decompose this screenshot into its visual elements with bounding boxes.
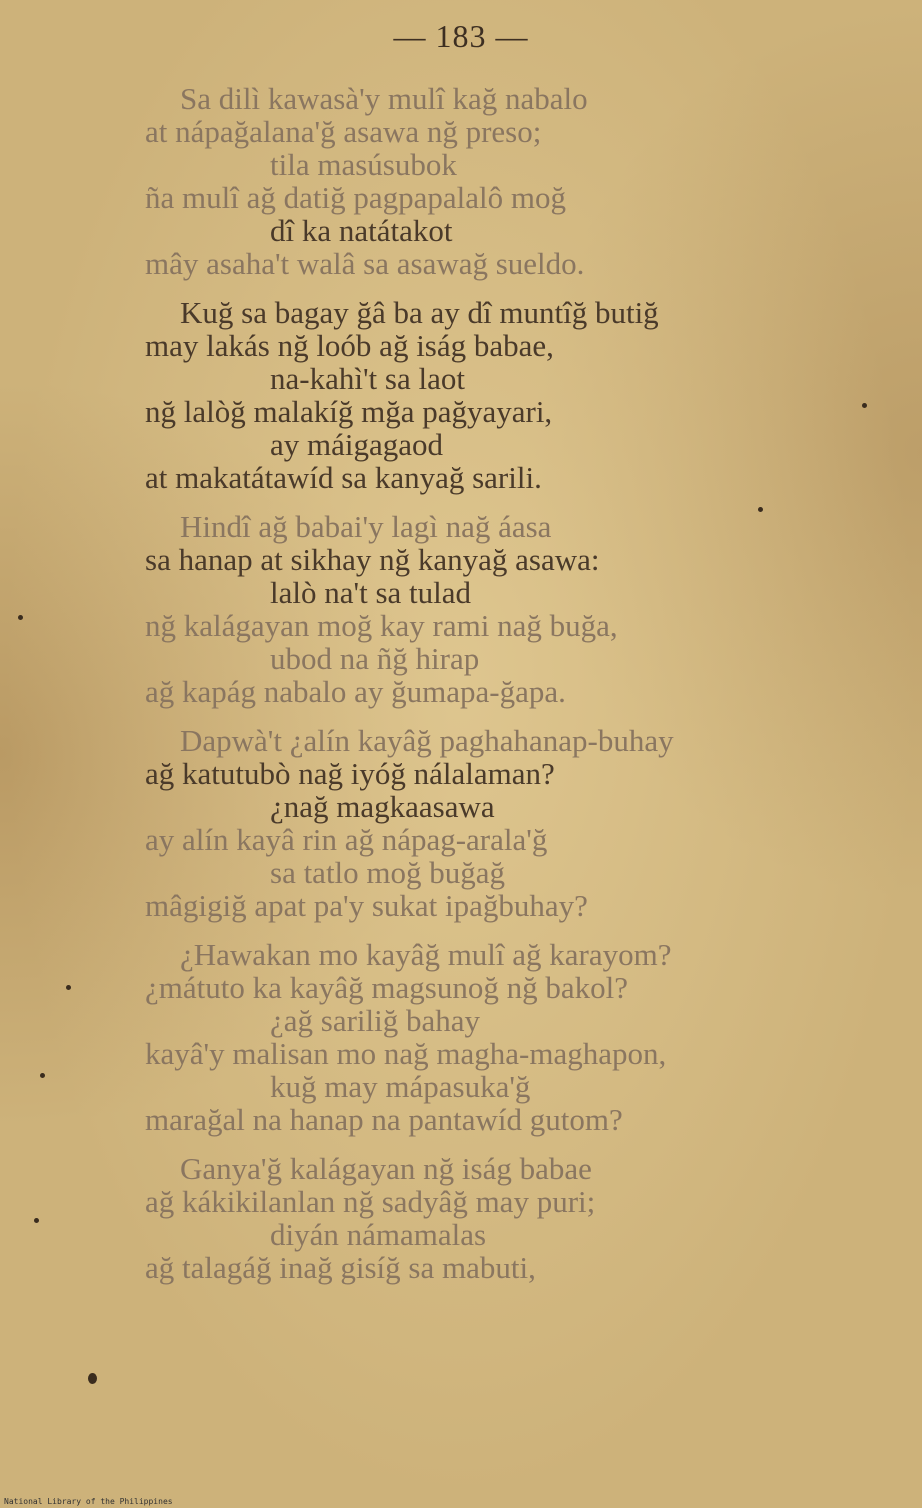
poem-line: may lakás nğ loób ağ iság babae, bbox=[145, 328, 554, 363]
ink-speck bbox=[66, 985, 71, 990]
poem-line: nğ lalòğ malakíğ mğa pağyayari, bbox=[145, 394, 553, 429]
poem-line: ağ kapág nabalo ay ğumapa-ğapa. bbox=[145, 674, 566, 709]
poem-line: nğ kalágayan moğ kay rami nağ buğa, bbox=[145, 608, 618, 643]
poem-line: ağ talagáğ inağ gisíğ sa mabuti, bbox=[145, 1250, 536, 1285]
stanza bbox=[0, 82, 922, 280]
poem-line: kayâ'y malisan mo nağ magha-maghapon, bbox=[145, 1036, 667, 1071]
poem-line: at nápağalana'ğ asawa nğ preso; bbox=[145, 114, 542, 149]
poem-line: sa tatlo moğ buğağ bbox=[270, 855, 506, 890]
poem-line: Sa dilì kawasà'y mulî kağ nabalo bbox=[180, 81, 588, 116]
poem-line: at makatátawíd sa kanyağ sarili. bbox=[145, 460, 542, 495]
poem bbox=[0, 82, 922, 1300]
poem-line: ağ kákikilanlan nğ sadyâğ may puri; bbox=[145, 1184, 596, 1219]
stanza bbox=[0, 296, 922, 494]
ink-speck bbox=[18, 615, 23, 620]
ink-speck bbox=[862, 403, 867, 408]
stanza bbox=[0, 1152, 922, 1284]
stanza bbox=[0, 510, 922, 708]
poem-line: tila masúsubok bbox=[270, 147, 457, 182]
footer-note: National Library of the Philippines bbox=[4, 1497, 173, 1506]
poem-line: sa hanap at sikhay nğ kanyağ asawa: bbox=[145, 542, 600, 577]
poem-line: lalò na't sa tulad bbox=[270, 575, 472, 610]
poem-line: Hindî ağ babai'y lagì nağ áasa bbox=[180, 509, 552, 544]
ink-speck bbox=[40, 1073, 45, 1078]
poem-line: marağal na hanap na pantawíd gutom? bbox=[145, 1102, 623, 1137]
ink-speck bbox=[34, 1218, 39, 1223]
stanza bbox=[0, 724, 922, 922]
poem-line: mâgigiğ apat pa'y sukat ipağbuhay? bbox=[145, 888, 588, 923]
ink-speck bbox=[758, 507, 763, 512]
poem-line: ubod na ñğ hirap bbox=[270, 641, 480, 676]
poem-line: Ganya'ğ kalágayan nğ iság babae bbox=[180, 1151, 592, 1186]
poem-line: ¿ağ sariliğ bahay bbox=[270, 1003, 481, 1038]
poem-line: ¿mátuto ka kayâğ magsunoğ nğ bakol? bbox=[145, 970, 628, 1005]
stanza bbox=[0, 938, 922, 1136]
poem-line: dî ka natátakot bbox=[270, 213, 453, 248]
poem-line: kuğ may mápasuka'ğ bbox=[270, 1069, 531, 1104]
poem-line: ağ katutubò nağ iyóğ nálalaman? bbox=[145, 756, 555, 791]
page-number: — 183 — bbox=[393, 18, 529, 54]
poem-line: Dapwà't ¿alín kayâğ paghahanap-buhay bbox=[180, 723, 674, 758]
poem-line: mây asaha't walâ sa asawağ sueldo. bbox=[145, 246, 585, 281]
poem-line: ¿nağ magkaasawa bbox=[270, 789, 495, 824]
poem-line: ¿Hawakan mo kayâğ mulî ağ karayom? bbox=[180, 937, 672, 972]
poem-line: na-kahì't sa laot bbox=[270, 361, 465, 396]
poem-line: ay máigagaod bbox=[270, 427, 444, 462]
poem-line: diyán námamalas bbox=[270, 1217, 487, 1252]
ink-speck bbox=[88, 1373, 97, 1384]
poem-line: ña mulî ağ datiğ pagpapalalô moğ bbox=[145, 180, 566, 215]
poem-line: Kuğ sa bagay ğâ ba ay dî muntîğ butiğ bbox=[180, 295, 659, 330]
poem-line: ay alín kayâ rin ağ nápag-arala'ğ bbox=[145, 822, 548, 857]
